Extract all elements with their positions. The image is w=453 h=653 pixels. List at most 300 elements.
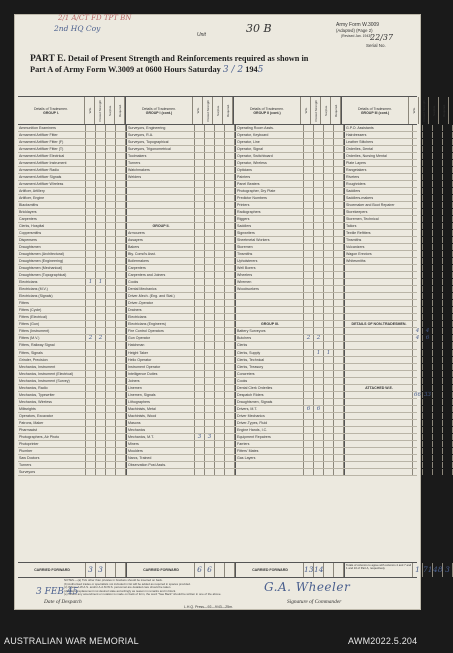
trade-label: Draughtsmen xyxy=(18,244,86,250)
count-cell xyxy=(413,364,423,370)
trade-label: Dispensers xyxy=(18,237,86,243)
count-cell xyxy=(324,195,334,201)
row-group xyxy=(18,455,127,461)
count-cell xyxy=(413,223,423,229)
table-row xyxy=(18,209,417,216)
row-group xyxy=(236,174,345,180)
count-cell xyxy=(205,378,215,384)
count-cell xyxy=(433,202,443,208)
table-row xyxy=(18,139,417,146)
count-cell xyxy=(433,335,443,341)
count-cell xyxy=(314,265,324,271)
count-cell xyxy=(334,167,344,173)
row-group xyxy=(127,146,236,152)
trade-label xyxy=(345,406,413,412)
count-cell xyxy=(215,357,225,363)
table-row xyxy=(18,181,417,188)
row-group xyxy=(127,413,236,419)
details-header xyxy=(126,97,193,124)
row-group xyxy=(236,321,345,327)
row-group xyxy=(236,427,345,433)
count-cell xyxy=(314,413,324,419)
count-cell xyxy=(334,342,344,348)
row-group xyxy=(127,286,236,292)
row-group xyxy=(345,469,453,475)
count-cell xyxy=(116,455,126,461)
trade-label xyxy=(345,448,413,454)
carried-forward-label: CARRIED FORWARD xyxy=(236,563,304,577)
trade-label xyxy=(345,328,413,334)
count-cell xyxy=(304,357,314,363)
row-group xyxy=(345,314,453,320)
count-cell xyxy=(433,314,443,320)
count-cell xyxy=(96,413,106,419)
count-cell xyxy=(304,286,314,292)
count-cell xyxy=(215,371,225,377)
count-cell xyxy=(314,209,324,215)
row-group xyxy=(345,188,453,194)
row-group xyxy=(18,413,127,419)
trade-label: Driver-Operator xyxy=(127,300,195,306)
required-header xyxy=(223,97,233,124)
count-cell xyxy=(443,307,453,313)
count-cell xyxy=(215,364,225,370)
count-cell xyxy=(423,357,433,363)
trade-label: Well Borers xyxy=(236,265,304,271)
count-cell xyxy=(96,371,106,377)
table-row xyxy=(18,258,417,265)
table-row xyxy=(18,448,417,455)
count-cell xyxy=(324,328,334,334)
row-group xyxy=(127,335,236,341)
form-title xyxy=(30,54,410,75)
count-cell xyxy=(116,357,126,363)
count-cell xyxy=(443,300,453,306)
table-row xyxy=(18,146,417,153)
count-cell xyxy=(225,371,235,377)
table-row xyxy=(18,188,417,195)
count-cell xyxy=(205,265,215,271)
row-group xyxy=(236,160,345,166)
count-cell xyxy=(195,420,205,426)
row-group xyxy=(18,434,127,440)
count-cell xyxy=(96,293,106,299)
trade-label: Bricklayers xyxy=(18,209,86,215)
trade-label: Leather Stitchers xyxy=(345,139,413,145)
trade-label: Machinists, Metal xyxy=(127,406,195,412)
count-cell xyxy=(225,328,235,334)
count-cell xyxy=(106,328,116,334)
count-cell xyxy=(433,265,443,271)
count-cell xyxy=(443,230,453,236)
trade-label: Clerks, Technical xyxy=(236,357,304,363)
count-cell xyxy=(96,328,106,334)
count-cell xyxy=(225,209,235,215)
count-cell xyxy=(225,167,235,173)
trade-label: Tailors xyxy=(345,223,413,229)
trade-label: Wagon Erectors xyxy=(345,251,413,257)
count-cell xyxy=(86,371,96,377)
count-cell xyxy=(413,448,423,454)
row-group xyxy=(236,364,345,370)
count-cell xyxy=(96,167,106,173)
count-cell xyxy=(304,160,314,166)
row-group xyxy=(345,357,453,363)
count-cell xyxy=(324,209,334,215)
count-cell xyxy=(314,321,324,327)
count-cell xyxy=(195,153,205,159)
trade-label: Coppersmiths xyxy=(18,230,86,236)
count-cell xyxy=(205,209,215,215)
count-cell xyxy=(324,427,334,433)
count-cell xyxy=(86,441,96,447)
count-cell xyxy=(443,350,453,356)
table-row xyxy=(18,160,417,167)
count-cell xyxy=(433,321,443,327)
count-cell xyxy=(215,286,225,292)
count-cell xyxy=(413,314,423,320)
count-cell xyxy=(116,321,126,327)
count-cell xyxy=(116,181,126,187)
count-cell xyxy=(304,385,314,391)
row-group xyxy=(18,181,127,187)
trade-label: Linemen xyxy=(127,385,195,391)
count-cell xyxy=(96,272,106,278)
count-cell xyxy=(116,272,126,278)
count-cell xyxy=(215,181,225,187)
row-group xyxy=(345,293,453,299)
count-cell xyxy=(225,279,235,285)
row-group xyxy=(127,342,236,348)
count-cell xyxy=(225,244,235,250)
count-cell xyxy=(304,188,314,194)
count-cell xyxy=(205,455,215,461)
row-group xyxy=(127,237,236,243)
count-cell xyxy=(116,342,126,348)
count-cell xyxy=(96,139,106,145)
row-group xyxy=(127,272,236,278)
table-row xyxy=(18,286,417,293)
count-cell xyxy=(413,307,423,313)
count-cell xyxy=(195,202,205,208)
count-cell xyxy=(215,265,225,271)
count-cell xyxy=(433,469,443,475)
count-cell xyxy=(314,342,324,348)
count-cell: 2 xyxy=(86,335,96,341)
table-row xyxy=(18,469,417,476)
count-cell xyxy=(423,399,433,405)
table-row xyxy=(18,378,417,385)
count-cell xyxy=(116,392,126,398)
row-group xyxy=(127,132,236,138)
row-group xyxy=(345,279,453,285)
w-e-header-label: W.E. xyxy=(195,107,200,114)
w-e-header xyxy=(193,97,203,124)
count-cell xyxy=(423,350,433,356)
row-group xyxy=(345,462,453,468)
trade-label: Turners xyxy=(18,462,86,468)
row-group xyxy=(345,230,453,236)
count-cell xyxy=(106,223,116,229)
count-cell xyxy=(116,230,126,236)
row-group xyxy=(236,244,345,250)
row-group xyxy=(18,174,127,180)
count-cell xyxy=(324,286,334,292)
row-group xyxy=(18,188,127,194)
table-row xyxy=(18,125,417,132)
row-group xyxy=(236,293,345,299)
count-cell xyxy=(443,469,453,475)
trade-label: Lithographers xyxy=(127,399,195,405)
count-cell xyxy=(334,223,344,229)
row-group xyxy=(236,357,345,363)
count-cell xyxy=(86,209,96,215)
count-cell xyxy=(86,448,96,454)
w-e-header xyxy=(301,97,311,124)
trade-label: Tinsmiths xyxy=(345,237,413,243)
row-group xyxy=(18,342,127,348)
count-cell xyxy=(413,413,423,419)
count-cell xyxy=(443,188,453,194)
title-year-hand: 5 xyxy=(257,64,264,75)
count-cell xyxy=(324,455,334,461)
count-cell xyxy=(96,462,106,468)
count-cell xyxy=(225,385,235,391)
trade-label: Rangetakers xyxy=(345,167,413,173)
count-cell xyxy=(116,174,126,180)
count-cell xyxy=(96,265,106,271)
trade-label: Storemen xyxy=(236,244,304,250)
row-group xyxy=(345,174,453,180)
count-cell xyxy=(413,462,423,468)
trade-label: Woodworkers xyxy=(236,286,304,292)
count-cell xyxy=(423,153,433,159)
count-cell xyxy=(86,181,96,187)
row-group xyxy=(18,357,127,363)
count-cell xyxy=(314,364,324,370)
count-cell xyxy=(205,125,215,131)
count-cell xyxy=(413,279,423,285)
row-group xyxy=(127,378,236,384)
count-cell xyxy=(86,237,96,243)
count-cell xyxy=(205,392,215,398)
count-cell xyxy=(86,378,96,384)
trade-label: Moulders xyxy=(127,448,195,454)
count-cell xyxy=(423,265,433,271)
count-cell: 3 xyxy=(195,434,205,440)
count-cell xyxy=(443,462,453,468)
total-cell xyxy=(215,563,225,577)
count-cell xyxy=(205,314,215,320)
row-group xyxy=(18,160,127,166)
trade-label: Height Taker xyxy=(127,350,195,356)
count-cell xyxy=(205,146,215,152)
count-cell xyxy=(413,378,423,384)
count-cell xyxy=(225,174,235,180)
count-cell xyxy=(205,237,215,243)
trade-label xyxy=(127,181,195,187)
count-cell xyxy=(106,125,116,131)
count-cell xyxy=(106,469,116,475)
count-cell: 1 xyxy=(96,279,106,285)
trade-label: Electricians (Signals) xyxy=(18,293,86,299)
count-cell xyxy=(225,146,235,152)
count-cell xyxy=(215,188,225,194)
count-cell xyxy=(195,328,205,334)
row-group xyxy=(345,300,453,306)
surplus-header xyxy=(213,97,223,124)
count-cell xyxy=(106,139,116,145)
count-cell xyxy=(334,434,344,440)
trade-label xyxy=(345,420,413,426)
table-row xyxy=(18,420,417,427)
count-cell xyxy=(443,441,453,447)
table-row xyxy=(18,202,417,209)
count-cell xyxy=(195,125,205,131)
count-cell xyxy=(205,181,215,187)
posted-header-label: Posted Strength xyxy=(97,99,102,122)
row-group xyxy=(345,321,453,327)
count-cell xyxy=(334,469,344,475)
count-cell xyxy=(205,462,215,468)
count-cell xyxy=(96,434,106,440)
row-group xyxy=(127,293,236,299)
count-cell xyxy=(423,385,433,391)
count-cell xyxy=(314,279,324,285)
row-group xyxy=(127,392,236,398)
count-cell xyxy=(96,181,106,187)
trade-label: Riveters xyxy=(345,174,413,180)
row-group xyxy=(345,413,453,419)
row-group xyxy=(236,385,345,391)
count-cell xyxy=(106,378,116,384)
trade-label: Electricians (M.V.) xyxy=(18,286,86,292)
count-cell xyxy=(96,195,106,201)
trade-label: Driver Mechanics xyxy=(236,413,304,419)
count-cell xyxy=(423,448,433,454)
count-cell xyxy=(106,209,116,215)
count-cell xyxy=(96,223,106,229)
count-cell xyxy=(225,455,235,461)
count-cell xyxy=(86,216,96,222)
count-cell xyxy=(116,448,126,454)
count-cell xyxy=(116,385,126,391)
count-cell xyxy=(106,448,116,454)
row-group xyxy=(236,286,345,292)
count-cell xyxy=(225,434,235,440)
trade-label xyxy=(345,364,413,370)
count-cell xyxy=(215,174,225,180)
count-cell xyxy=(225,321,235,327)
trade-label xyxy=(345,335,413,341)
trade-label: Draughtsmen, Signals xyxy=(236,399,304,405)
count-cell xyxy=(86,251,96,257)
trade-label: Mechanics xyxy=(127,427,195,433)
count-cell xyxy=(413,202,423,208)
count-cell xyxy=(195,139,205,145)
table-row xyxy=(18,244,417,251)
count-cell xyxy=(205,153,215,159)
row-group xyxy=(127,420,236,426)
count-cell xyxy=(443,314,453,320)
w-e-header xyxy=(409,97,419,124)
count-cell xyxy=(423,146,433,152)
row-group xyxy=(127,364,236,370)
row-group xyxy=(127,195,236,201)
count-cell xyxy=(86,244,96,250)
count-cell xyxy=(106,286,116,292)
count-cell xyxy=(205,448,215,454)
count-cell xyxy=(413,167,423,173)
count-cell xyxy=(215,132,225,138)
count-cell xyxy=(205,202,215,208)
count-cell xyxy=(334,132,344,138)
count-cell xyxy=(413,146,423,152)
trade-label: Whitesmiths xyxy=(345,258,413,264)
trade-label: Armament Artificer Instrument xyxy=(18,160,86,166)
count-cell xyxy=(423,272,433,278)
table-row xyxy=(18,350,417,357)
count-cell xyxy=(423,216,433,222)
count-cell xyxy=(304,230,314,236)
count-cell xyxy=(195,237,205,243)
total-cell: 13 xyxy=(304,563,314,577)
table-body xyxy=(18,125,431,476)
count-cell xyxy=(324,230,334,236)
count-cell xyxy=(215,321,225,327)
trade-label: Riggers xyxy=(236,216,304,222)
count-cell xyxy=(334,321,344,327)
row-group xyxy=(236,279,345,285)
count-cell xyxy=(324,174,334,180)
count-cell xyxy=(334,427,344,433)
count-cell xyxy=(443,223,453,229)
count-cell xyxy=(413,427,423,433)
count-cell xyxy=(304,181,314,187)
table-row xyxy=(18,391,431,399)
title-line1: Detail of Present Strength and Reinforcements required as shown in xyxy=(67,54,309,63)
trade-label: Fitters (Gun) xyxy=(18,321,86,327)
count-cell xyxy=(443,279,453,285)
count-cell xyxy=(423,230,433,236)
trade-label: Opticians xyxy=(236,167,304,173)
count-cell xyxy=(205,132,215,138)
count-cell xyxy=(443,434,453,440)
count-cell xyxy=(116,265,126,271)
trade-label: Saw Doctors xyxy=(18,455,86,461)
count-cell xyxy=(314,167,324,173)
trade-label: Armament Artificer Signals xyxy=(18,174,86,180)
count-cell xyxy=(205,293,215,299)
table-row xyxy=(18,342,417,349)
count-cell xyxy=(314,441,324,447)
count-cell xyxy=(413,209,423,215)
row-group xyxy=(127,153,236,159)
table-row xyxy=(18,371,417,378)
trade-label: GROUP III. xyxy=(236,321,304,327)
trade-label: Surveyors, Topographical xyxy=(127,139,195,145)
row-group xyxy=(127,448,236,454)
trade-label: DETAILS OF NON-TRADESMEN. xyxy=(345,321,413,327)
count-cell xyxy=(324,321,334,327)
table-row xyxy=(18,153,417,160)
total-cell: 71 xyxy=(423,563,433,577)
count-cell: 1 xyxy=(314,350,324,356)
count-cell xyxy=(195,448,205,454)
count-cell xyxy=(116,462,126,468)
count-cell xyxy=(433,146,443,152)
row-group xyxy=(18,462,127,468)
